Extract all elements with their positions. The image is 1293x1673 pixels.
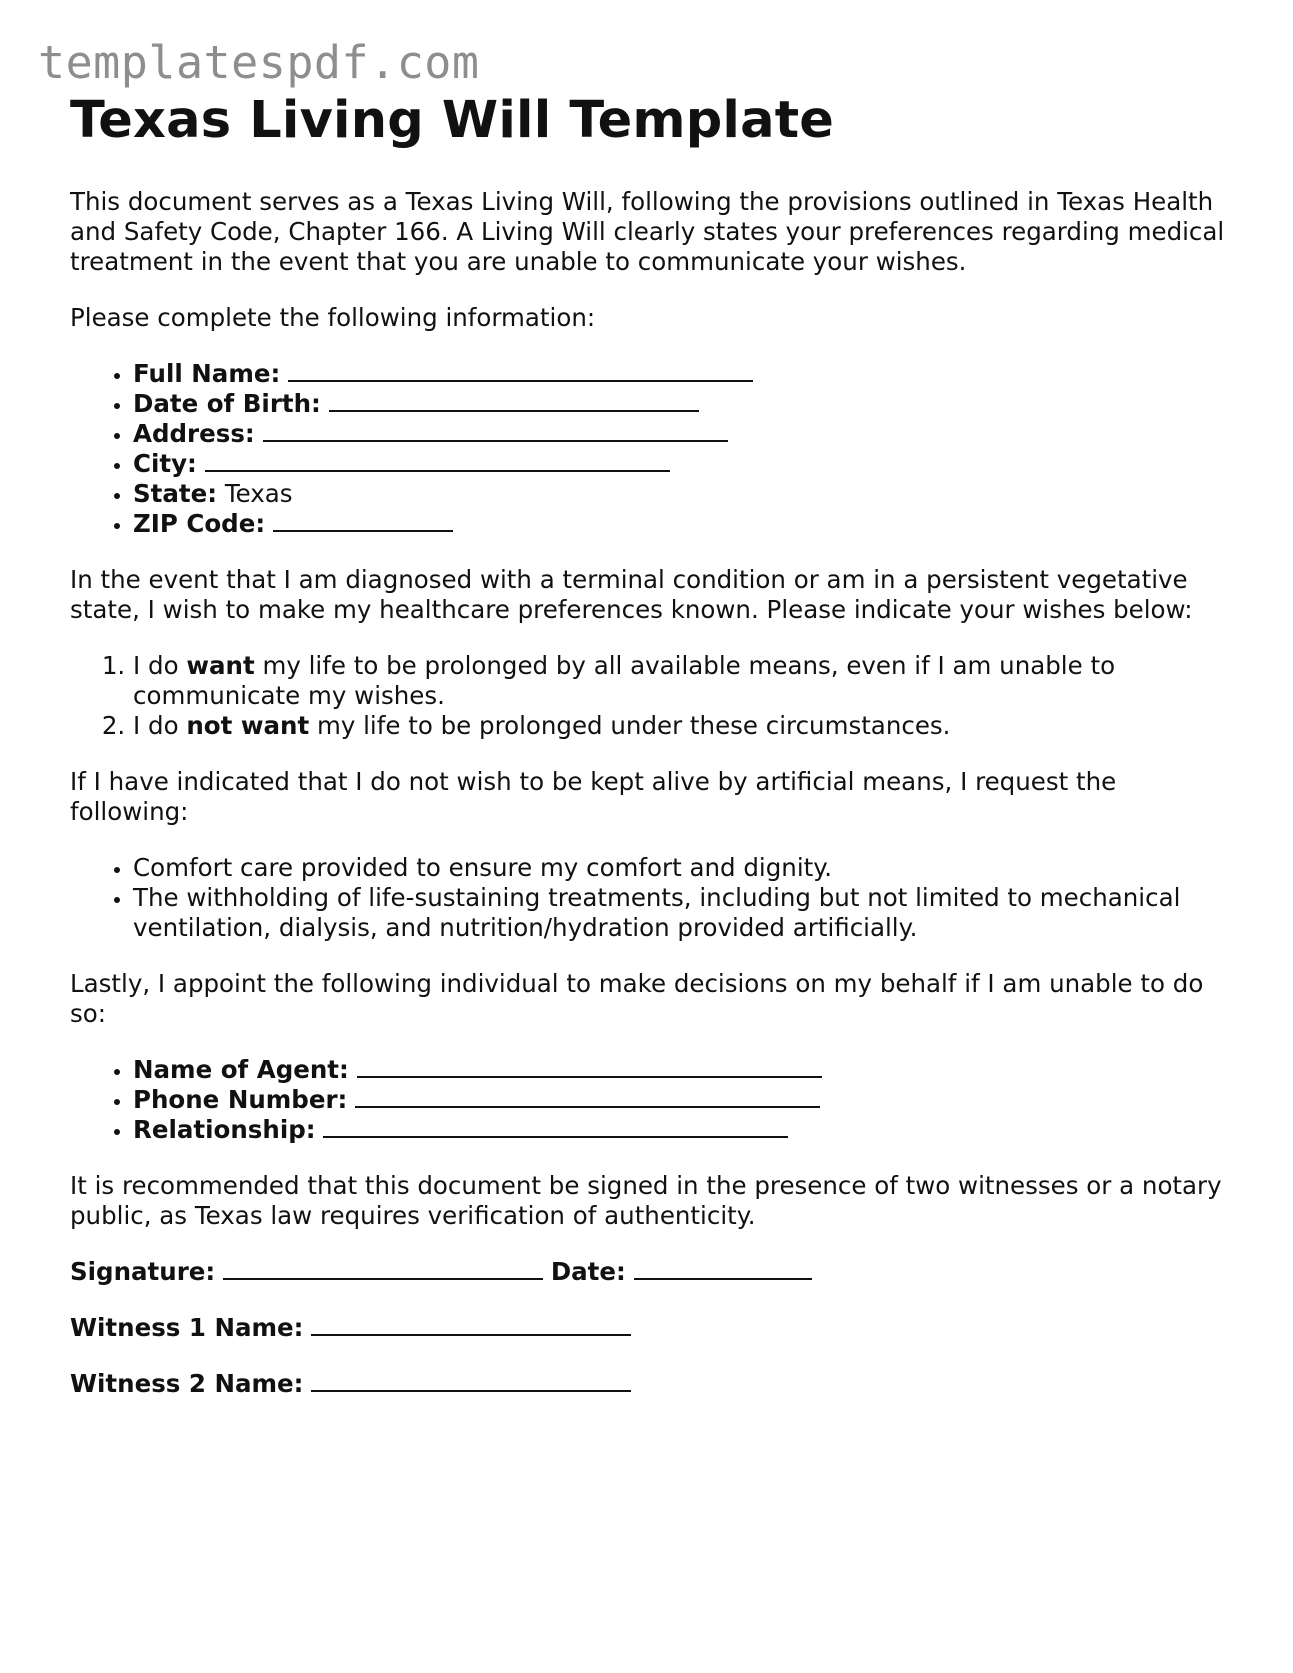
state-value: Texas xyxy=(224,479,293,509)
dob-item xyxy=(133,389,1230,419)
recommend-paragraph: It is recommended that this document be signed in the presence of two witnesses or a notary public, as Texas law requires verification of authenticity. xyxy=(70,1171,1222,1231)
personal-info-list xyxy=(70,359,1230,539)
watermark: templatespdf.com xyxy=(38,36,480,89)
document-title: Texas Living Will Template xyxy=(70,91,835,150)
requests-list xyxy=(70,853,1230,943)
agent-relationship-label: Relationship: xyxy=(133,1115,316,1145)
agent-name-field[interactable] xyxy=(357,1055,822,1078)
signature-row xyxy=(70,1257,1230,1287)
wish-option-1[interactable] xyxy=(133,651,1230,711)
request-item: • Comfort care provided to ensure my comfort and dignity. xyxy=(133,853,1230,883)
witness2-row xyxy=(70,1369,1230,1399)
city-field[interactable] xyxy=(205,449,670,472)
condition-paragraph: In the event that I am diagnosed with a terminal condition or am in a persistent vegetative state, I wish to make my healthcare preferences known. Please indicate your wishes below: xyxy=(70,565,1193,625)
document-page xyxy=(70,90,1230,1425)
city-item xyxy=(133,449,1230,479)
wish2-post: my life to be prolonged under these circumstances. xyxy=(309,711,951,741)
request-item: • The withholding of life-sustaining treatments, including but not limited to mechanical ventilation, dialysis, and nutrition/hydration provided artificially. xyxy=(133,883,1230,943)
signature-field[interactable] xyxy=(223,1257,543,1280)
city-label: City: xyxy=(133,449,197,479)
wish1-bold: want xyxy=(186,651,255,681)
agent-list xyxy=(70,1055,1230,1145)
zip-field[interactable] xyxy=(273,509,453,532)
full-name-item xyxy=(133,359,1230,389)
appoint-paragraph: Lastly, I appoint the following individual to make decisions on my behalf if I am unable to do so: xyxy=(70,969,1204,1029)
state-item xyxy=(133,479,1230,509)
date-field[interactable] xyxy=(634,1257,812,1280)
agent-phone-field[interactable] xyxy=(355,1085,820,1108)
full-name-field[interactable] xyxy=(288,359,753,382)
dob-field[interactable] xyxy=(329,389,699,412)
full-name-label: Full Name: xyxy=(133,359,281,389)
witness1-row xyxy=(70,1313,1230,1343)
zip-item xyxy=(133,509,1230,539)
artificial-paragraph: If I have indicated that I do not wish to be kept alive by artificial means, I request the following: xyxy=(70,767,1117,827)
address-item xyxy=(133,419,1230,449)
witness1-field[interactable] xyxy=(311,1313,631,1336)
intro-paragraph: This document serves as a Texas Living Will, following the provisions outlined in Texas Health and Safety Code, Chapter 166. A Living Will clearly states your preferences regarding medical treatment in the event that you are unable to communicate your wishes. xyxy=(70,187,1225,277)
address-field[interactable] xyxy=(263,419,728,442)
dob-label: Date of Birth: xyxy=(133,389,321,419)
agent-phone-label: Phone Number: xyxy=(133,1085,348,1115)
agent-phone-item xyxy=(133,1085,1230,1115)
complete-prompt: Please complete the following information: xyxy=(70,303,596,333)
wish1-post: my life to be prolonged by all available means, even if I am unable to communicate my wishes. xyxy=(133,651,1116,711)
agent-relationship-field[interactable] xyxy=(323,1115,788,1138)
witness2-label: Witness 2 Name: xyxy=(70,1369,304,1399)
witness1-label: Witness 1 Name: xyxy=(70,1313,304,1343)
wishes-list xyxy=(70,651,1230,741)
wish-option-2[interactable] xyxy=(133,711,1230,741)
wish1-pre: I do xyxy=(133,651,187,681)
zip-label: ZIP Code: xyxy=(133,509,266,539)
address-label: Address: xyxy=(133,419,255,449)
wish2-pre: I do xyxy=(133,711,187,741)
date-label: Date: xyxy=(550,1257,626,1287)
state-label: State: xyxy=(133,479,218,509)
signature-label: Signature: xyxy=(70,1257,216,1287)
agent-name-label: Name of Agent: xyxy=(133,1055,349,1085)
agent-relationship-item xyxy=(133,1115,1230,1145)
agent-name-item xyxy=(133,1055,1230,1085)
wish2-bold: not want xyxy=(186,711,310,741)
witness2-field[interactable] xyxy=(311,1369,631,1392)
